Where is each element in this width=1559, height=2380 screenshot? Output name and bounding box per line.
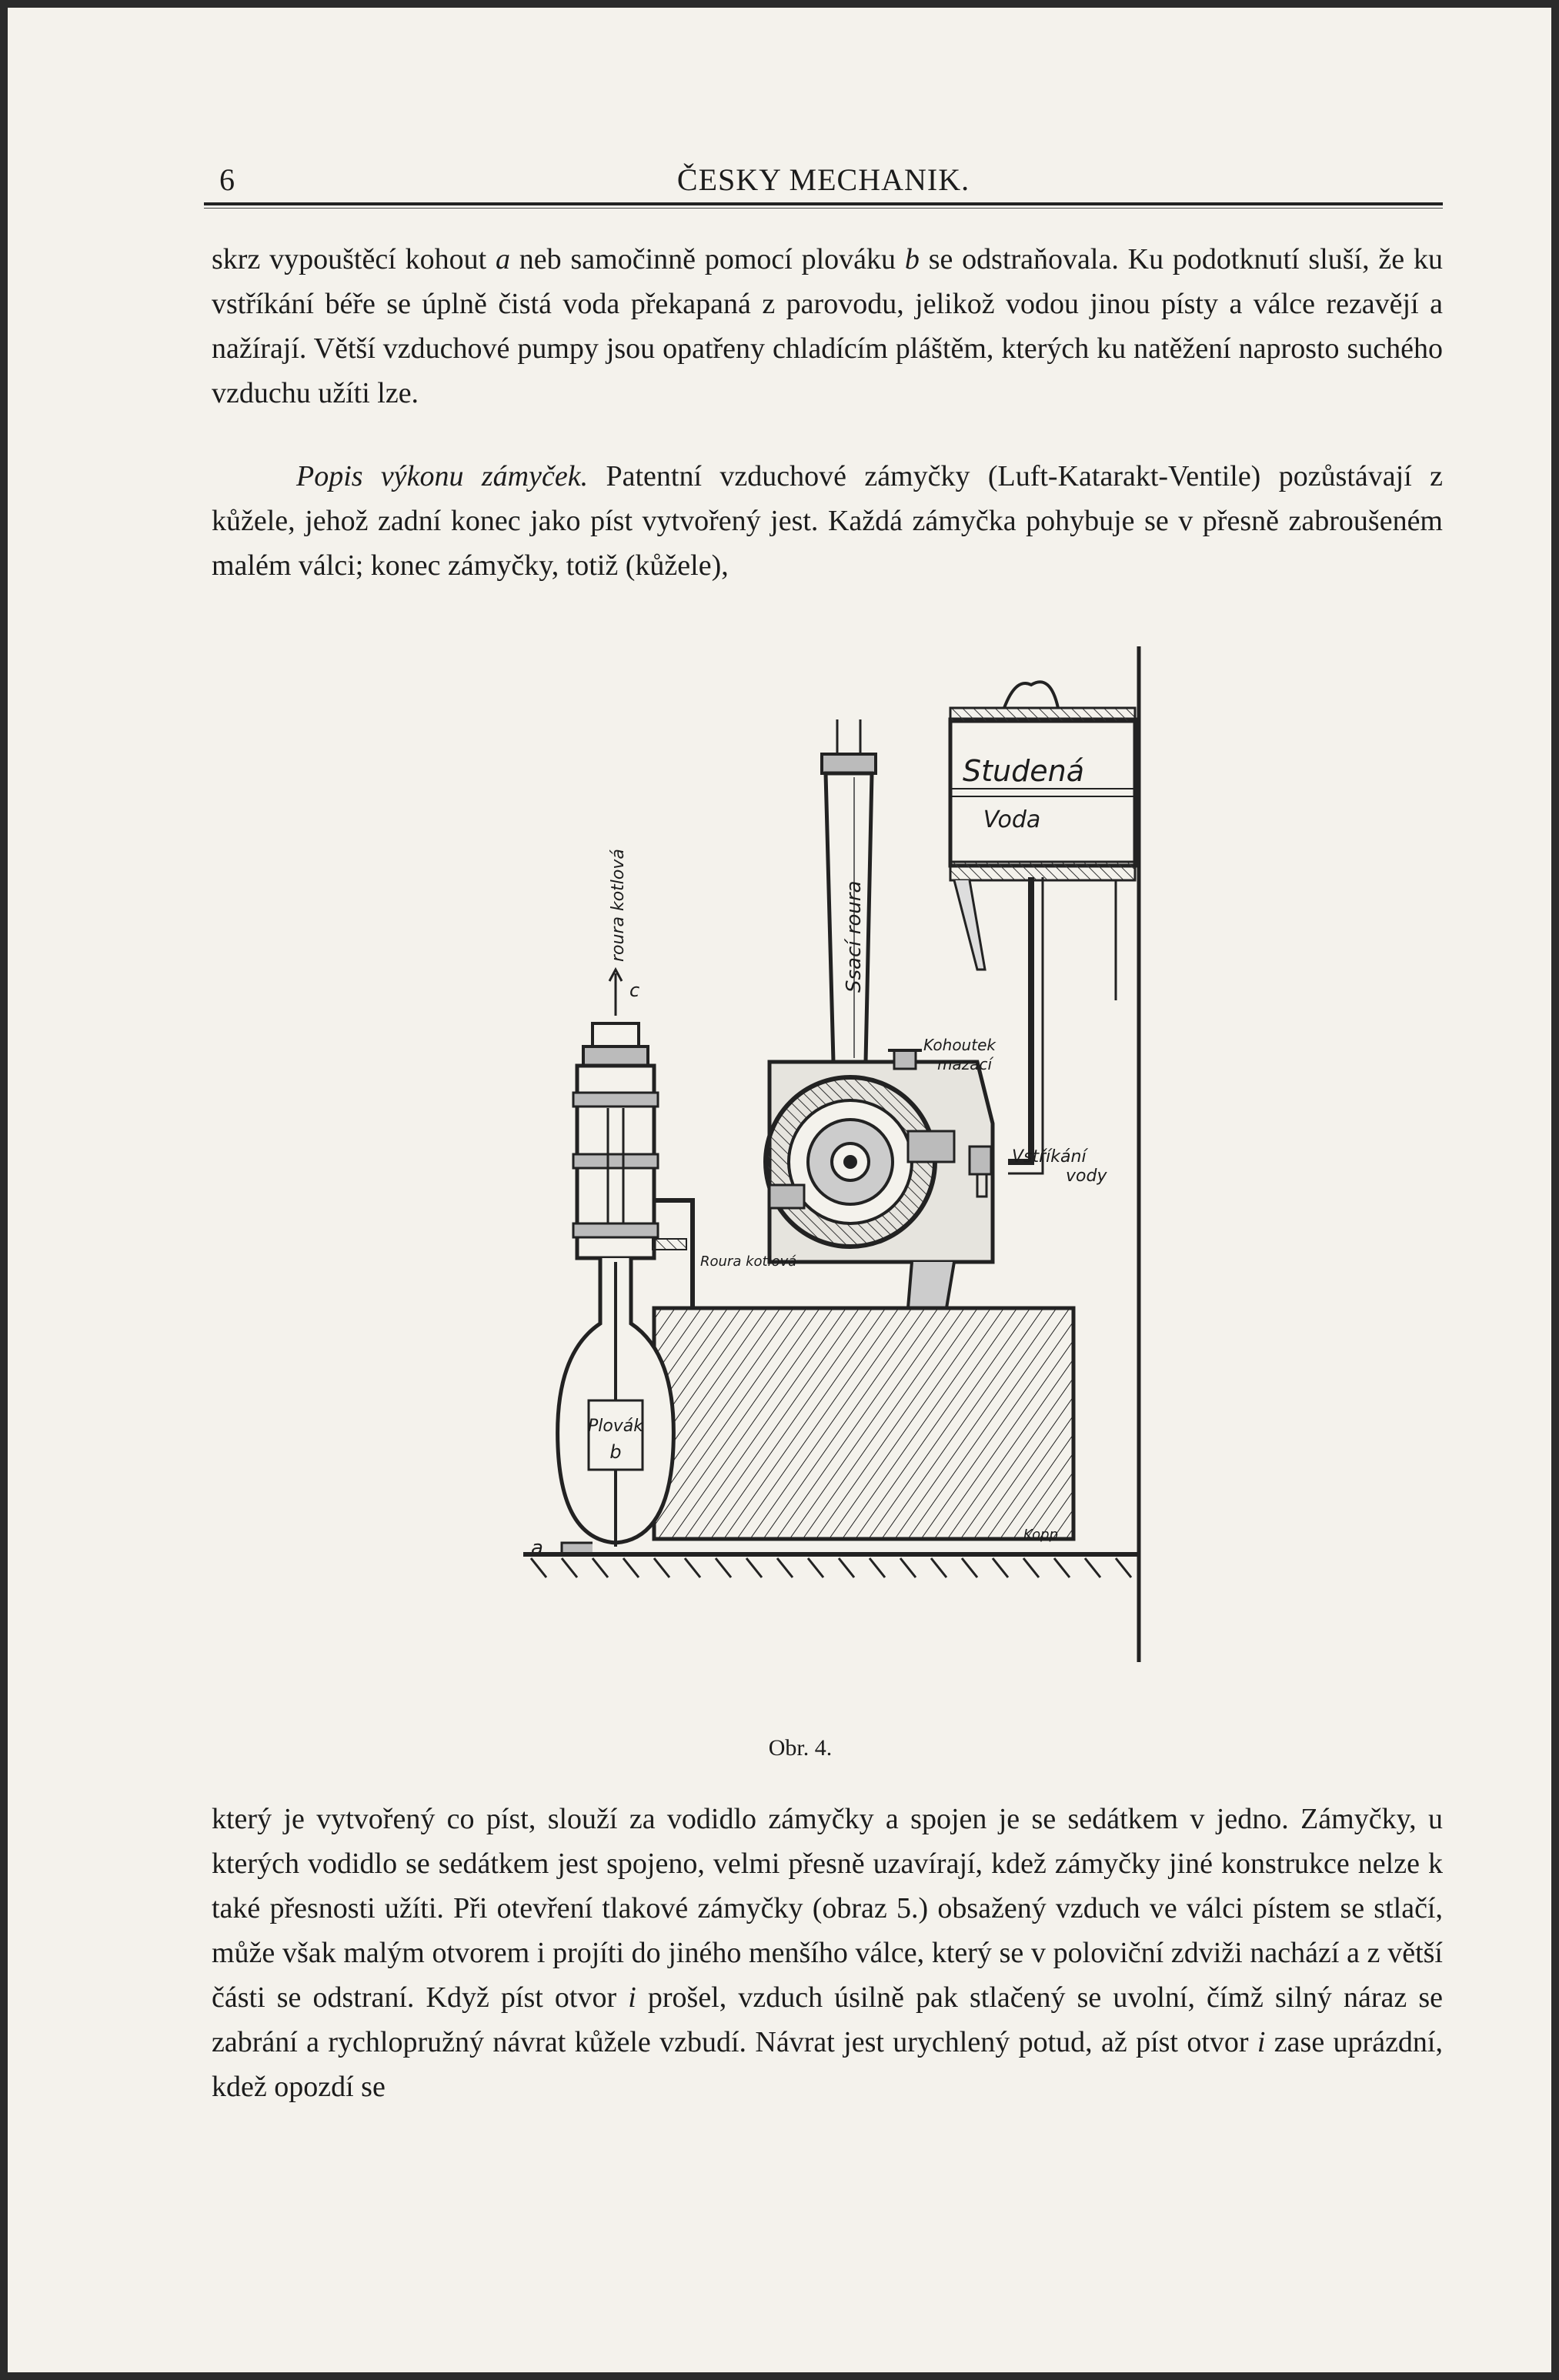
variable-i-2: i bbox=[1257, 2026, 1266, 2058]
label-vody: vody bbox=[1066, 1167, 1107, 1186]
header-rule-thin bbox=[204, 208, 1443, 209]
header-rule bbox=[204, 202, 1443, 205]
variable-a: a bbox=[495, 243, 510, 275]
section-lead: Popis výkonu zámyček. bbox=[296, 460, 589, 492]
label-plovak: Plovák bbox=[587, 1417, 644, 1436]
foundation-block bbox=[654, 1308, 1073, 1539]
label-kohoutek: Kohoutek bbox=[923, 1036, 996, 1054]
paragraph-1: skrz vypouštěcí kohout a neb samočinně pomocí plováku b se odstraňovala. Ku podotknutí sluší, že ku vstříkání béře se úplně čistá voda překapaná z parovodu, jelikož vodou jinou písty a válce rezavějí a nažírají. Větší vzduchové pumpy jsou opatřeny chladícím pláštěm, kterých ku natěžení naprosto suchého vzduchu užíti lze. bbox=[212, 243, 1443, 409]
running-head bbox=[204, 162, 1443, 202]
label-vstrikani: Vstříkání bbox=[1012, 1147, 1087, 1167]
journal-title: ČESKY MECHANIK. bbox=[676, 162, 970, 197]
variable-b: b bbox=[904, 243, 920, 275]
label-roura-kotlova-vertical: roura kotlová bbox=[609, 849, 628, 962]
paragraph-3: který je vytvořený co píst, slouží za vodidlo zámyčky a spojen je se sedátkem v jedno. Zámyčky, u kterých vodidlo se sedátkem jest spojeno, velmi přesně uzavírají, kdež zámyčky jiné konstrukce nelze k také přesnosti užíti. Při otevření tlakové zámyčky (obraz 5.) obsažený vzduch ve válci pístem se stlačí, může však malým otvorem i projíti do jiného menšího válce, který se v poloviční zdviži nachází a z větší části se odstraní. Když píst otvor i prošel, vzduch úsilně pak stlačený se uvolní, čímž silný náraz se zabrání a rychlopružný návrat kůžele vzbudí. Návrat jest urychlený potud, až píst otvor i zase uprázdní, kdež opozdí se bbox=[212, 1803, 1443, 2103]
suction-pipe bbox=[822, 719, 876, 1062]
figure-caption: Obr. 4. bbox=[768, 1735, 833, 1761]
variable-i: i bbox=[628, 1981, 636, 2014]
label-plovak-b: b bbox=[609, 1441, 622, 1463]
water-pipe bbox=[1008, 877, 1031, 1162]
label-studena: Studená bbox=[963, 754, 1084, 788]
label-voda: Voda bbox=[983, 806, 1041, 833]
engraver-signature: Kopp bbox=[1023, 1527, 1059, 1543]
pump-body bbox=[766, 1062, 993, 1308]
paragraph-2: Popis výkonu zámyček. Patentní vzduchové zámyčky (Luft-Katarakt-Ventile) pozůstávají z kůžele, jehož zadní konec jako píst vytvořený jest. Každá zámyčka pohybuje se v přesně zabroušeném malém válci; konec zámyčky, totiž (kůžele), bbox=[212, 460, 1443, 582]
figure-4 bbox=[439, 631, 1177, 1724]
label-roura-kotlova: Roura kotlová bbox=[700, 1253, 797, 1270]
label-a: a bbox=[531, 1537, 543, 1560]
machine-illustration bbox=[439, 631, 1177, 1724]
page-number: 6 bbox=[219, 162, 235, 197]
label-saci-roura: Ssací roura bbox=[843, 880, 866, 993]
page bbox=[8, 8, 1551, 2372]
oil-cock bbox=[888, 1036, 996, 1073]
label-c: c bbox=[629, 980, 640, 1001]
label-mazaci: mazací bbox=[937, 1055, 993, 1073]
